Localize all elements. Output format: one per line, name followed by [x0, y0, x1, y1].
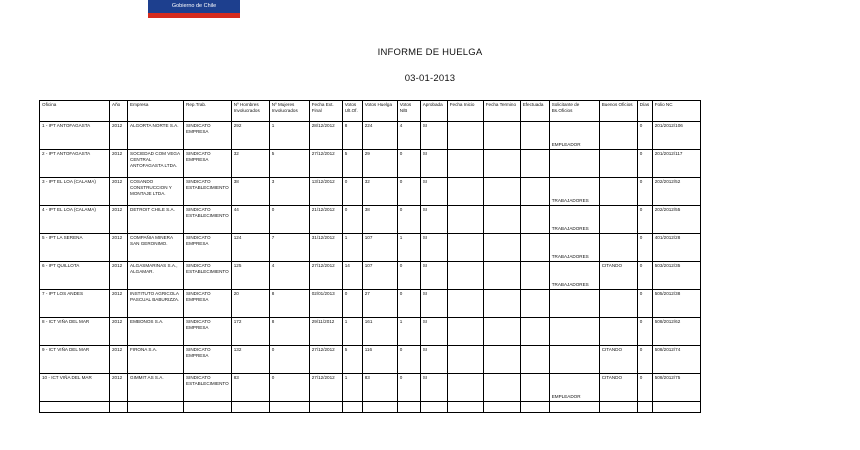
table-row [40, 206, 701, 234]
table-cell: 0 [637, 122, 652, 150]
table-cell: 124 [231, 234, 269, 262]
table-cell: 32 [231, 150, 269, 178]
table-cell: 38 [362, 206, 397, 234]
table-cell: SI [420, 290, 447, 318]
table-cell: 0 [342, 178, 362, 206]
table-cell: 125 [231, 262, 269, 290]
table-cell: 5 [269, 150, 309, 178]
table-cell: 5 [342, 150, 362, 178]
table-cell: CITANDO [599, 346, 637, 374]
table-cell: SINDICATO EMPRESA [184, 318, 232, 346]
table-cell [520, 206, 549, 234]
table-cell [342, 402, 362, 413]
table-cell: CITANDO [599, 262, 637, 290]
column-header: Nº Hombres Involucrados [231, 101, 269, 122]
table-cell: ALGORTA NORTE S.A. [128, 122, 184, 150]
table-cell: 20 [231, 290, 269, 318]
table-cell [599, 122, 637, 150]
table-cell: SINDICATO EMPRESA [184, 150, 232, 178]
table-cell: 0 [637, 346, 652, 374]
table-cell: 02/01/2013 [309, 290, 342, 318]
column-header: Nº Mujeres Involucrados [269, 101, 309, 122]
table-cell [520, 122, 549, 150]
table-cell: CITANDO [599, 374, 637, 402]
table-row [40, 178, 701, 206]
table-cell: EMPLEADOR [549, 374, 599, 402]
table-cell: 29 [362, 150, 397, 178]
table-cell [549, 402, 599, 413]
column-header: Efectuada [520, 101, 549, 122]
table-cell: 1 - IPT ANTOFAGASTA [40, 122, 110, 150]
table-cell [447, 234, 483, 262]
table-cell: 0 [637, 150, 652, 178]
table-cell: 4 [269, 262, 309, 290]
table-cell [549, 346, 599, 374]
table-cell: FIRONA S.A. [128, 346, 184, 374]
table-cell: 83 [362, 374, 397, 402]
table-cell [483, 318, 520, 346]
table-cell [447, 206, 483, 234]
table-cell: SINDICATO EMPRESA [184, 122, 232, 150]
table-cell [447, 402, 483, 413]
table-cell [520, 178, 549, 206]
table-cell [599, 234, 637, 262]
column-header: Empresa [128, 101, 184, 122]
table-cell: 116 [362, 346, 397, 374]
table-cell [520, 290, 549, 318]
table-cell: SINDICATO ESTABLECIMIENTO [184, 178, 232, 206]
table-cell [447, 178, 483, 206]
table-cell: 0 [637, 234, 652, 262]
table-cell: 3 [269, 178, 309, 206]
table-cell: 2012 [110, 318, 128, 346]
table-cell [447, 290, 483, 318]
table-row-cut-off [40, 402, 701, 413]
table-cell: 161 [362, 318, 397, 346]
table-cell: 83 [231, 374, 269, 402]
table-body [40, 122, 701, 413]
table-cell: 8 - ICT VIÑA DEL MAR [40, 318, 110, 346]
table-cell: 508/2012/74 [652, 346, 700, 374]
table-cell: TRABAJADORES [549, 206, 599, 234]
table-cell: 0 [637, 178, 652, 206]
table-cell [549, 290, 599, 318]
table-cell: 1 [269, 122, 309, 150]
column-header: Fecha Termino [483, 101, 520, 122]
table-cell: 401/2012/28 [652, 234, 700, 262]
table-cell: 505/2012/38 [652, 290, 700, 318]
table-row [40, 150, 701, 178]
table-cell: 7 - IPT LOS ANDES [40, 290, 110, 318]
table-cell [447, 262, 483, 290]
table-cell: 4 - IPT EL LOA (CALAMA) [40, 206, 110, 234]
logo-text: Gobierno de Chile [171, 3, 217, 9]
table-row [40, 318, 701, 346]
table-cell: 107 [362, 234, 397, 262]
table-cell: 1 [342, 234, 362, 262]
table-cell: SI [420, 262, 447, 290]
table-cell [231, 402, 269, 413]
table-cell: 1 [342, 318, 362, 346]
table-cell: 27/12/2012 [309, 150, 342, 178]
table-cell: SI [420, 206, 447, 234]
table-cell: 13/12/2012 [309, 178, 342, 206]
table-cell: SI [420, 178, 447, 206]
table-cell [483, 346, 520, 374]
table-cell: 0 [269, 346, 309, 374]
table-cell: TRABAJADORES [549, 262, 599, 290]
table-cell: 0 [637, 290, 652, 318]
table-row [40, 262, 701, 290]
table-cell: 3 - IPT EL LOA (CALAMA) [40, 178, 110, 206]
table-cell: 2012 [110, 178, 128, 206]
table-cell: 224 [362, 122, 397, 150]
table-cell [110, 402, 128, 413]
table-cell [420, 402, 447, 413]
table-header-row [40, 101, 701, 122]
column-header: Rep.Trab. [184, 101, 232, 122]
table-cell: SI [420, 374, 447, 402]
table-cell: 2012 [110, 346, 128, 374]
table-cell: 28/12/2012 [309, 122, 342, 150]
table-cell: 4 [397, 122, 420, 150]
table-cell: SINDICATO ESTABLECIMIENTO [184, 374, 232, 402]
table-cell: DETROIT CHILE S.A. [128, 206, 184, 234]
table-cell: TRABAJADORES [549, 234, 599, 262]
table-cell: 503/2012/35 [652, 262, 700, 290]
table-cell: 14 [342, 262, 362, 290]
table-cell: 0 [637, 206, 652, 234]
table-cell: 1 [342, 374, 362, 402]
table-cell: 2012 [110, 290, 128, 318]
table-cell [309, 402, 342, 413]
table-cell: 38 [231, 178, 269, 206]
table-cell: 2012 [110, 206, 128, 234]
table-cell [637, 402, 652, 413]
table-cell: TRABAJADORES [549, 178, 599, 206]
column-header: Fecha Ext. Final [309, 101, 342, 122]
column-header: Buenos Oficios [599, 101, 637, 122]
table-cell [599, 206, 637, 234]
table-cell [483, 206, 520, 234]
table-cell [397, 402, 420, 413]
table-cell [362, 402, 397, 413]
table-cell [483, 402, 520, 413]
table-cell [652, 402, 700, 413]
table-cell [447, 122, 483, 150]
table-cell: SINDICATO ESTABLECIMIENTO [184, 262, 232, 290]
table-cell: 1 [397, 318, 420, 346]
table-cell: 27/12/2012 [309, 262, 342, 290]
table-cell: 508/2012/62 [652, 318, 700, 346]
logo-red-band [148, 13, 240, 18]
table-cell: 9 - ICT VIÑA DEL MAR [40, 346, 110, 374]
table-cell: 7 [269, 234, 309, 262]
table-cell: EMPLEADOR [549, 122, 599, 150]
table-cell: SINDICATO EMPRESA [184, 234, 232, 262]
table-cell [483, 290, 520, 318]
table-cell: SI [420, 318, 447, 346]
column-header: Votos Huelga [362, 101, 397, 122]
table-cell [549, 150, 599, 178]
table-cell: ALGASMARINAS S.A., ALGAMAR. [128, 262, 184, 290]
table-cell: 2012 [110, 262, 128, 290]
table-cell: SOCIEDAD COM VEGA CENTRAL ANTOFAGASTA LTDA. [128, 150, 184, 178]
table-cell: SINDICATO EMPRESA [184, 346, 232, 374]
gobierno-logo [148, 0, 240, 18]
table-cell: SINDICATO EMPRESA [184, 290, 232, 318]
table-cell [483, 122, 520, 150]
table-cell: 32 [362, 178, 397, 206]
table-cell [483, 262, 520, 290]
table-cell [269, 402, 309, 413]
table-cell: GIMMIT AS S.A. [128, 374, 184, 402]
table-cell: 0 [397, 374, 420, 402]
table-cell: 27/12/2012 [309, 346, 342, 374]
table-cell [483, 374, 520, 402]
table-cell: 0 [397, 262, 420, 290]
table-cell [447, 374, 483, 402]
table-cell: 1 [397, 234, 420, 262]
table-row [40, 346, 701, 374]
table-cell: 0 [342, 290, 362, 318]
table-cell: SI [420, 150, 447, 178]
table-cell: 0 [397, 290, 420, 318]
table-cell: 2012 [110, 150, 128, 178]
table-cell: 2012 [110, 234, 128, 262]
table-cell [447, 150, 483, 178]
column-header: Votos N/B [397, 101, 420, 122]
table-cell: 202/2012/52 [652, 178, 700, 206]
table-cell [483, 178, 520, 206]
table-cell: 31/12/2012 [309, 234, 342, 262]
table-cell [447, 346, 483, 374]
table-cell: 2 - IPT ANTOFAGASTA [40, 150, 110, 178]
table-row [40, 374, 701, 402]
table-row [40, 122, 701, 150]
column-header: Año [110, 101, 128, 122]
table-cell: 0 [637, 318, 652, 346]
table-cell [599, 402, 637, 413]
table-cell [520, 402, 549, 413]
table-cell: 292 [231, 122, 269, 150]
column-header: Folio NC [652, 101, 700, 122]
table-cell: 107 [362, 262, 397, 290]
column-header: Días [637, 101, 652, 122]
table-cell: 0 [397, 206, 420, 234]
table-cell: EMBONOS S.A. [128, 318, 184, 346]
table-cell [520, 374, 549, 402]
table-cell: 201/2012/117 [652, 150, 700, 178]
table-cell: SI [420, 234, 447, 262]
table-cell: 8 [342, 122, 362, 150]
table-cell [520, 150, 549, 178]
table-cell: 0 [397, 178, 420, 206]
table-cell: SI [420, 122, 447, 150]
table-cell: 508/2012/75 [652, 374, 700, 402]
table-cell: 0 [269, 206, 309, 234]
table-cell: 27/12/2012 [309, 374, 342, 402]
table-row [40, 234, 701, 262]
table-cell: 201/2012/106 [652, 122, 700, 150]
table-cell [599, 290, 637, 318]
table-cell: 5 - IPT LA SERENA [40, 234, 110, 262]
report-title: INFORME DE HUELGA [377, 47, 483, 58]
table-cell: COMPAÑIA MINERA SAN GERONIMO. [128, 234, 184, 262]
table-cell: 2012 [110, 374, 128, 402]
table-cell: 132 [231, 346, 269, 374]
table-cell: 29/11/2012 [309, 318, 342, 346]
table-cell [483, 234, 520, 262]
table-cell: 0 [397, 346, 420, 374]
report-date: 03-01-2013 [404, 73, 456, 84]
table-cell [520, 262, 549, 290]
column-header: Fecha Inicio [447, 101, 483, 122]
table-cell [599, 318, 637, 346]
column-header: Aprobada [420, 101, 447, 122]
table-cell: 0 [269, 374, 309, 402]
column-header: Oficina [40, 101, 110, 122]
table-cell [128, 402, 184, 413]
table-cell: SINDICATO ESTABLECIMIENTO [184, 206, 232, 234]
table-cell [520, 346, 549, 374]
table-cell: 0 [637, 262, 652, 290]
strike-report-table [39, 100, 701, 413]
table-cell [549, 318, 599, 346]
table-cell: SI [420, 346, 447, 374]
table-cell: 2012 [110, 122, 128, 150]
table-cell: 44 [231, 206, 269, 234]
table-cell [184, 402, 232, 413]
table-cell: 202/2012/55 [652, 206, 700, 234]
table-cell: 27 [362, 290, 397, 318]
table-cell: 5 [342, 346, 362, 374]
column-header: Solicitante de Bs.Oficios [549, 101, 599, 122]
table-cell [599, 150, 637, 178]
table-cell [599, 178, 637, 206]
table-row [40, 290, 701, 318]
table-cell [483, 150, 520, 178]
column-header: Votos Ult.Of. [342, 101, 362, 122]
table-cell: INSTITUTO AGRICOLA PASCUAL BABURIZZA. [128, 290, 184, 318]
table-cell: 172 [231, 318, 269, 346]
table-cell: 10 - ICT VIÑA DEL MAR [40, 374, 110, 402]
table-cell: 21/12/2012 [309, 206, 342, 234]
table-cell: 0 [342, 206, 362, 234]
table-cell: 8 [269, 290, 309, 318]
table-cell [520, 234, 549, 262]
table-cell: 8 [269, 318, 309, 346]
table-cell [447, 318, 483, 346]
table-cell [520, 318, 549, 346]
table-cell: COSANDO CONSTRUCCION Y MONTAJE LTDA. [128, 178, 184, 206]
table-cell: 0 [397, 150, 420, 178]
table-cell: 6 - IPT QUILLOTA [40, 262, 110, 290]
table-cell: 0 [637, 374, 652, 402]
table-cell [40, 402, 110, 413]
